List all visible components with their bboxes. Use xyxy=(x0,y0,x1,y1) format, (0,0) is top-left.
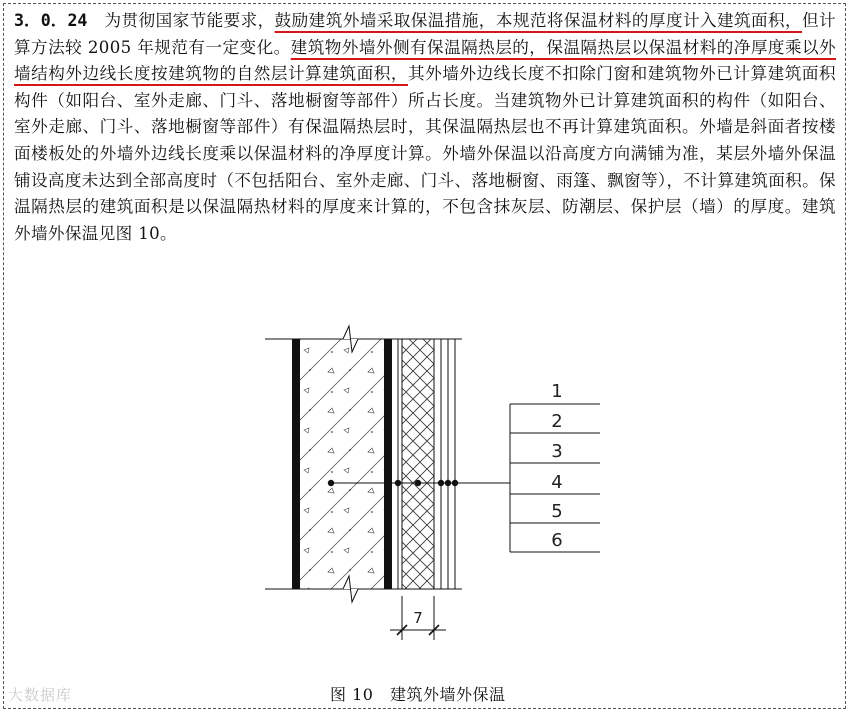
layer-label-1: 1 xyxy=(551,381,563,402)
clause-number: 3．0．24 xyxy=(14,11,88,30)
text-segment-5: 其外墙外边线长度不扣除门窗和建筑物外已计算建筑面积构件（如阳台、室外走廊、门斗、落地橱窗等部件）所占长度。当建筑物外已计算建筑面积的构件（如阳台、室外走廊、门斗、落地橱窗等部件）有保温隔热层时，其保温隔热层也不再计算建筑面积。外墙是斜面者按楼面楼板处的外墙外边线长度乘以保温材料的净厚度计算。外墙外保温以沿高度方向满铺为准，某层外墙外保温铺设高度未达到全部高度时（不包括阳台、室外走廊、门斗、落地橱窗、雨篷、飘窗等），不计算建筑面积。保温隔热层的建筑面积是以保温隔热材料的厚度来计算的，不包含抹灰层、防潮层、保护层（墙）的厚度。建筑外墙外保温见图 10。 xyxy=(14,64,836,243)
underlined-text-1: 鼓励建筑外墙采取保温措施，本规范将保温材料的厚度计入建筑面积， xyxy=(274,11,803,30)
inner-plaster-layer xyxy=(292,339,300,589)
dimension-label: 7 xyxy=(413,609,423,627)
text-segment-1: 为贯彻国家节能要求， xyxy=(104,11,275,30)
figure-caption: 图 10 建筑外墙外保温 xyxy=(330,685,506,704)
wall-structure-layer xyxy=(300,339,384,589)
outer-plaster-layer xyxy=(384,339,392,589)
watermark: 大数据库 xyxy=(8,686,73,704)
layer-label-3: 3 xyxy=(551,441,563,462)
layer-label-4: 4 xyxy=(551,472,563,493)
layer-label-2: 2 xyxy=(551,411,563,432)
layer-label-6: 6 xyxy=(551,530,563,551)
insulation-layer xyxy=(402,339,434,589)
underlined-text-2: 建筑物外墙外侧有保温隔热层的，保温隔热层以保温材料的净厚度乘以外墙结构外边线长度按建筑物的自然层计算建筑面积， xyxy=(14,37,836,84)
text-segment-3: 但计算方法较 2005 年规范有一定变化。 xyxy=(14,11,837,57)
layer-label-5: 5 xyxy=(551,501,563,522)
